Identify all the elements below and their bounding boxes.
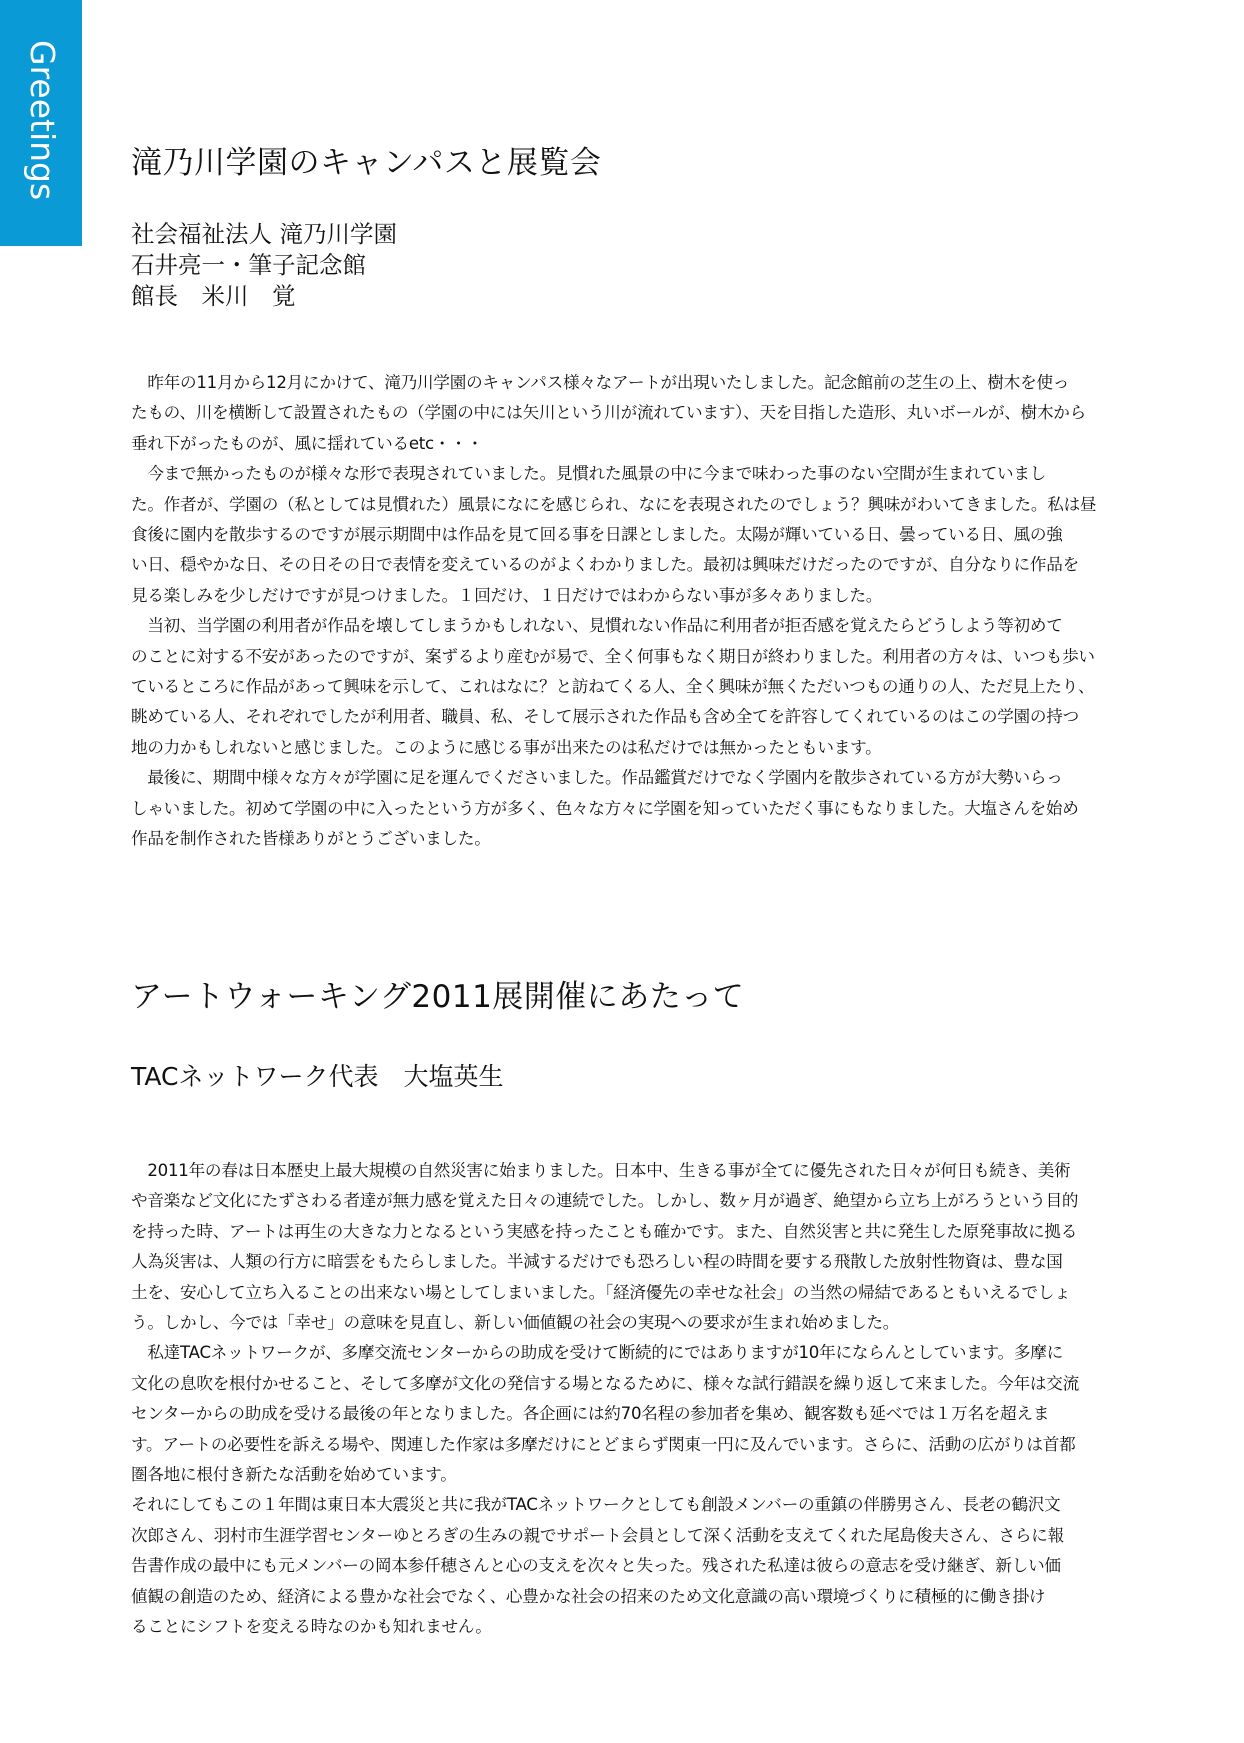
body-line: や音楽など文化にたずさわる者達が無力感を覚えた日々の連続でした。しかし、数ヶ月が過ぎ、絶望から立ち上がろうという目的 (131, 1191, 1079, 1211)
section-title: 滝乃川学園のキャンパスと展覧会 (131, 145, 602, 181)
body-line: 2011年の春は日本歴史上最大規模の自然災害に始まりました。日本中、生きる事が全てに優先された日々が何日も続き、美術 (131, 1161, 1071, 1180)
body-line: 圏各地に根付き新たな活動を始めています。 (131, 1465, 457, 1485)
body-line: 人為災害は、人類の行方に暗雲をもたらしました。半減するだけでも恐ろしい程の時間を要する飛散した放射性物資は、豊な国 (131, 1252, 1063, 1272)
body-line: 当初、当学園の利用者が作品を壊してしまうかもしれない、見慣れない作品に利用者が拒否感を覚えたらどうしよう等初めて (131, 616, 1063, 636)
body-line: ることにシフトを変える時なのかも知れません。 (131, 1617, 492, 1637)
body-line: のことに対する不安があったのですが、案ずるより産むが易で、全く何事もなく期日が終わりました。利用者の方々は、いつも歩い (131, 646, 1095, 666)
body-line: センターからの助成を受ける最後の年となりました。各企画には約70名程の参加者を集め、観客数も延べでは１万名を超えま (131, 1404, 1050, 1424)
body-line: 見る楽しみを少しだけですが見つけました。１回だけ、１日だけではわからない事が多々ありました。 (131, 585, 883, 605)
body-line: 文化の息吹を根付かせること、そして多摩が文化の発信する場となるために、様々な試行錯誤を繰り返して来ました。今年は交流 (131, 1373, 1079, 1393)
body-line: ているところに作品があって興味を示して、これはなに？と訪ねてくる人、全く興味が無くただいつもの通りの人、ただ見上たり、 (131, 677, 1095, 697)
body-line: たもの、川を横断して設置されたもの（学園の中には矢川という川が流れています）、天を目指した造形、丸いボールが、樹木から (131, 403, 1086, 423)
author-line: 社会福祉法人 滝乃川学園 (131, 220, 397, 248)
body-line: 値観の創造のため、経済による豊かな社会でなく、心豊かな社会の招来のため文化意識の高い環境づくりに積極的に働き掛け (131, 1586, 1046, 1606)
author-block (131, 219, 1171, 312)
body-line: 昨年の11月から12月にかけて、滝乃川学園のキャンパス様々なアートが出現いたしました。記念館前の芝生の上、樹木を使っ (131, 373, 1070, 392)
body-line: しゃいました。初めて学園の中に入ったという方が多く、色々な方々に学園を知っていただく事にもなりました。大塩さんを始め (131, 798, 1079, 818)
section-takinogawa-campus (131, 141, 1171, 855)
body-line: 最後に、期間中様々な方々が学園に足を運んでくださいました。作品鑑賞だけでなく学園内を散歩されている方が大勢いらっ (131, 768, 1063, 788)
section-body (131, 1156, 1171, 1643)
body-line: い日、穏やかな日、その日その日で表情を変えているのがよくわかりました。最初は興味だけだったのですが、自分なりに作品を (131, 555, 1079, 575)
author-line: 館長 米川 覚 (131, 282, 296, 310)
body-line: 土を、安心して立ち入ることの出来ない場としてしまいました。「経済優先の幸せな社会」の当然の帰結であるともいえるでしょ (131, 1282, 1071, 1302)
body-line: 次郎さん、羽村市生涯学習センターゆとろぎの生みの親でサポート会員として深く活動を支えてくれた尾島俊夫さん、さらに報 (131, 1525, 1064, 1545)
body-line: う。しかし、今では「幸せ」の意味を見直し、新しい価値観の社会の実現への要求が生まれ始めました。 (131, 1313, 900, 1333)
author-line: 石井亮一・筆子記念館 (131, 251, 366, 279)
body-line: 作品を制作された皆様ありがとうございました。 (131, 829, 491, 849)
section-body (131, 368, 1171, 855)
body-line: 眺めている人、それぞれでしたが利用者、職員、私、そして展示された作品も含め全てを許容してくれているのはこの学園の持つ (131, 707, 1079, 727)
body-line: 告書作成の最中にも元メンバーの岡本参仟穂さんと心の支えを次々と失った。残された私達は彼らの意志を受け継ぎ、新しい価 (131, 1556, 1061, 1576)
body-line: 私達TACネットワークが、多摩交流センターからの助成を受けて断続的にではありますが10年にならんとしています。多摩に (131, 1343, 1063, 1363)
body-line: それにしてもこの１年間は東日本大震災と共に我がTACネットワークとしても創設メンバーの重鎮の伴勝男さん、長老の鶴沢文 (131, 1495, 1061, 1515)
greetings-side-tab (0, 0, 82, 246)
section-title: アートウォーキング2011展開催にあたって (131, 979, 745, 1015)
body-line: 今まで無かったものが様々な形で表現されていました。見慣れた風景の中に今まで味わった事のない空間が生まれていまし (131, 464, 1047, 484)
body-line: す。アートの必要性を訴える場や、関連した作家は多摩だけにとどまらず関東一円に及んでいます。さらに、活動の広がりは首都 (131, 1434, 1076, 1454)
body-line: た。作者が、学園の（私としては見慣れた）風景になにを感じられ、なにを表現されたのでしょう？興味がわいてきました。私は昼 (131, 494, 1097, 514)
body-line: を持った時、アートは再生の大きな力となるという実感を持ったことも確かです。また、自然災害と共に発生した原発事故に拠る (131, 1221, 1078, 1241)
side-tab-label-container (20, 40, 64, 240)
author-line: TACネットワーク代表 大塩英生 (131, 1062, 504, 1091)
body-line: 食後に園内を散歩するのですが展示期間中は作品を見て回る事を日課としました。太陽が輝いている日、曇っている日、風の強 (131, 525, 1063, 545)
body-line: 地の力かもしれないと感じました。このように感じる事が出来たのは私だけでは無かったともいます。 (131, 737, 882, 757)
author-block (131, 1061, 1171, 1092)
body-line: 垂れ下がったものが、風に揺れているetc・・・ (131, 433, 483, 453)
section-art-walking-2011 (131, 975, 1171, 1643)
side-tab-label: Greetings (23, 40, 62, 201)
